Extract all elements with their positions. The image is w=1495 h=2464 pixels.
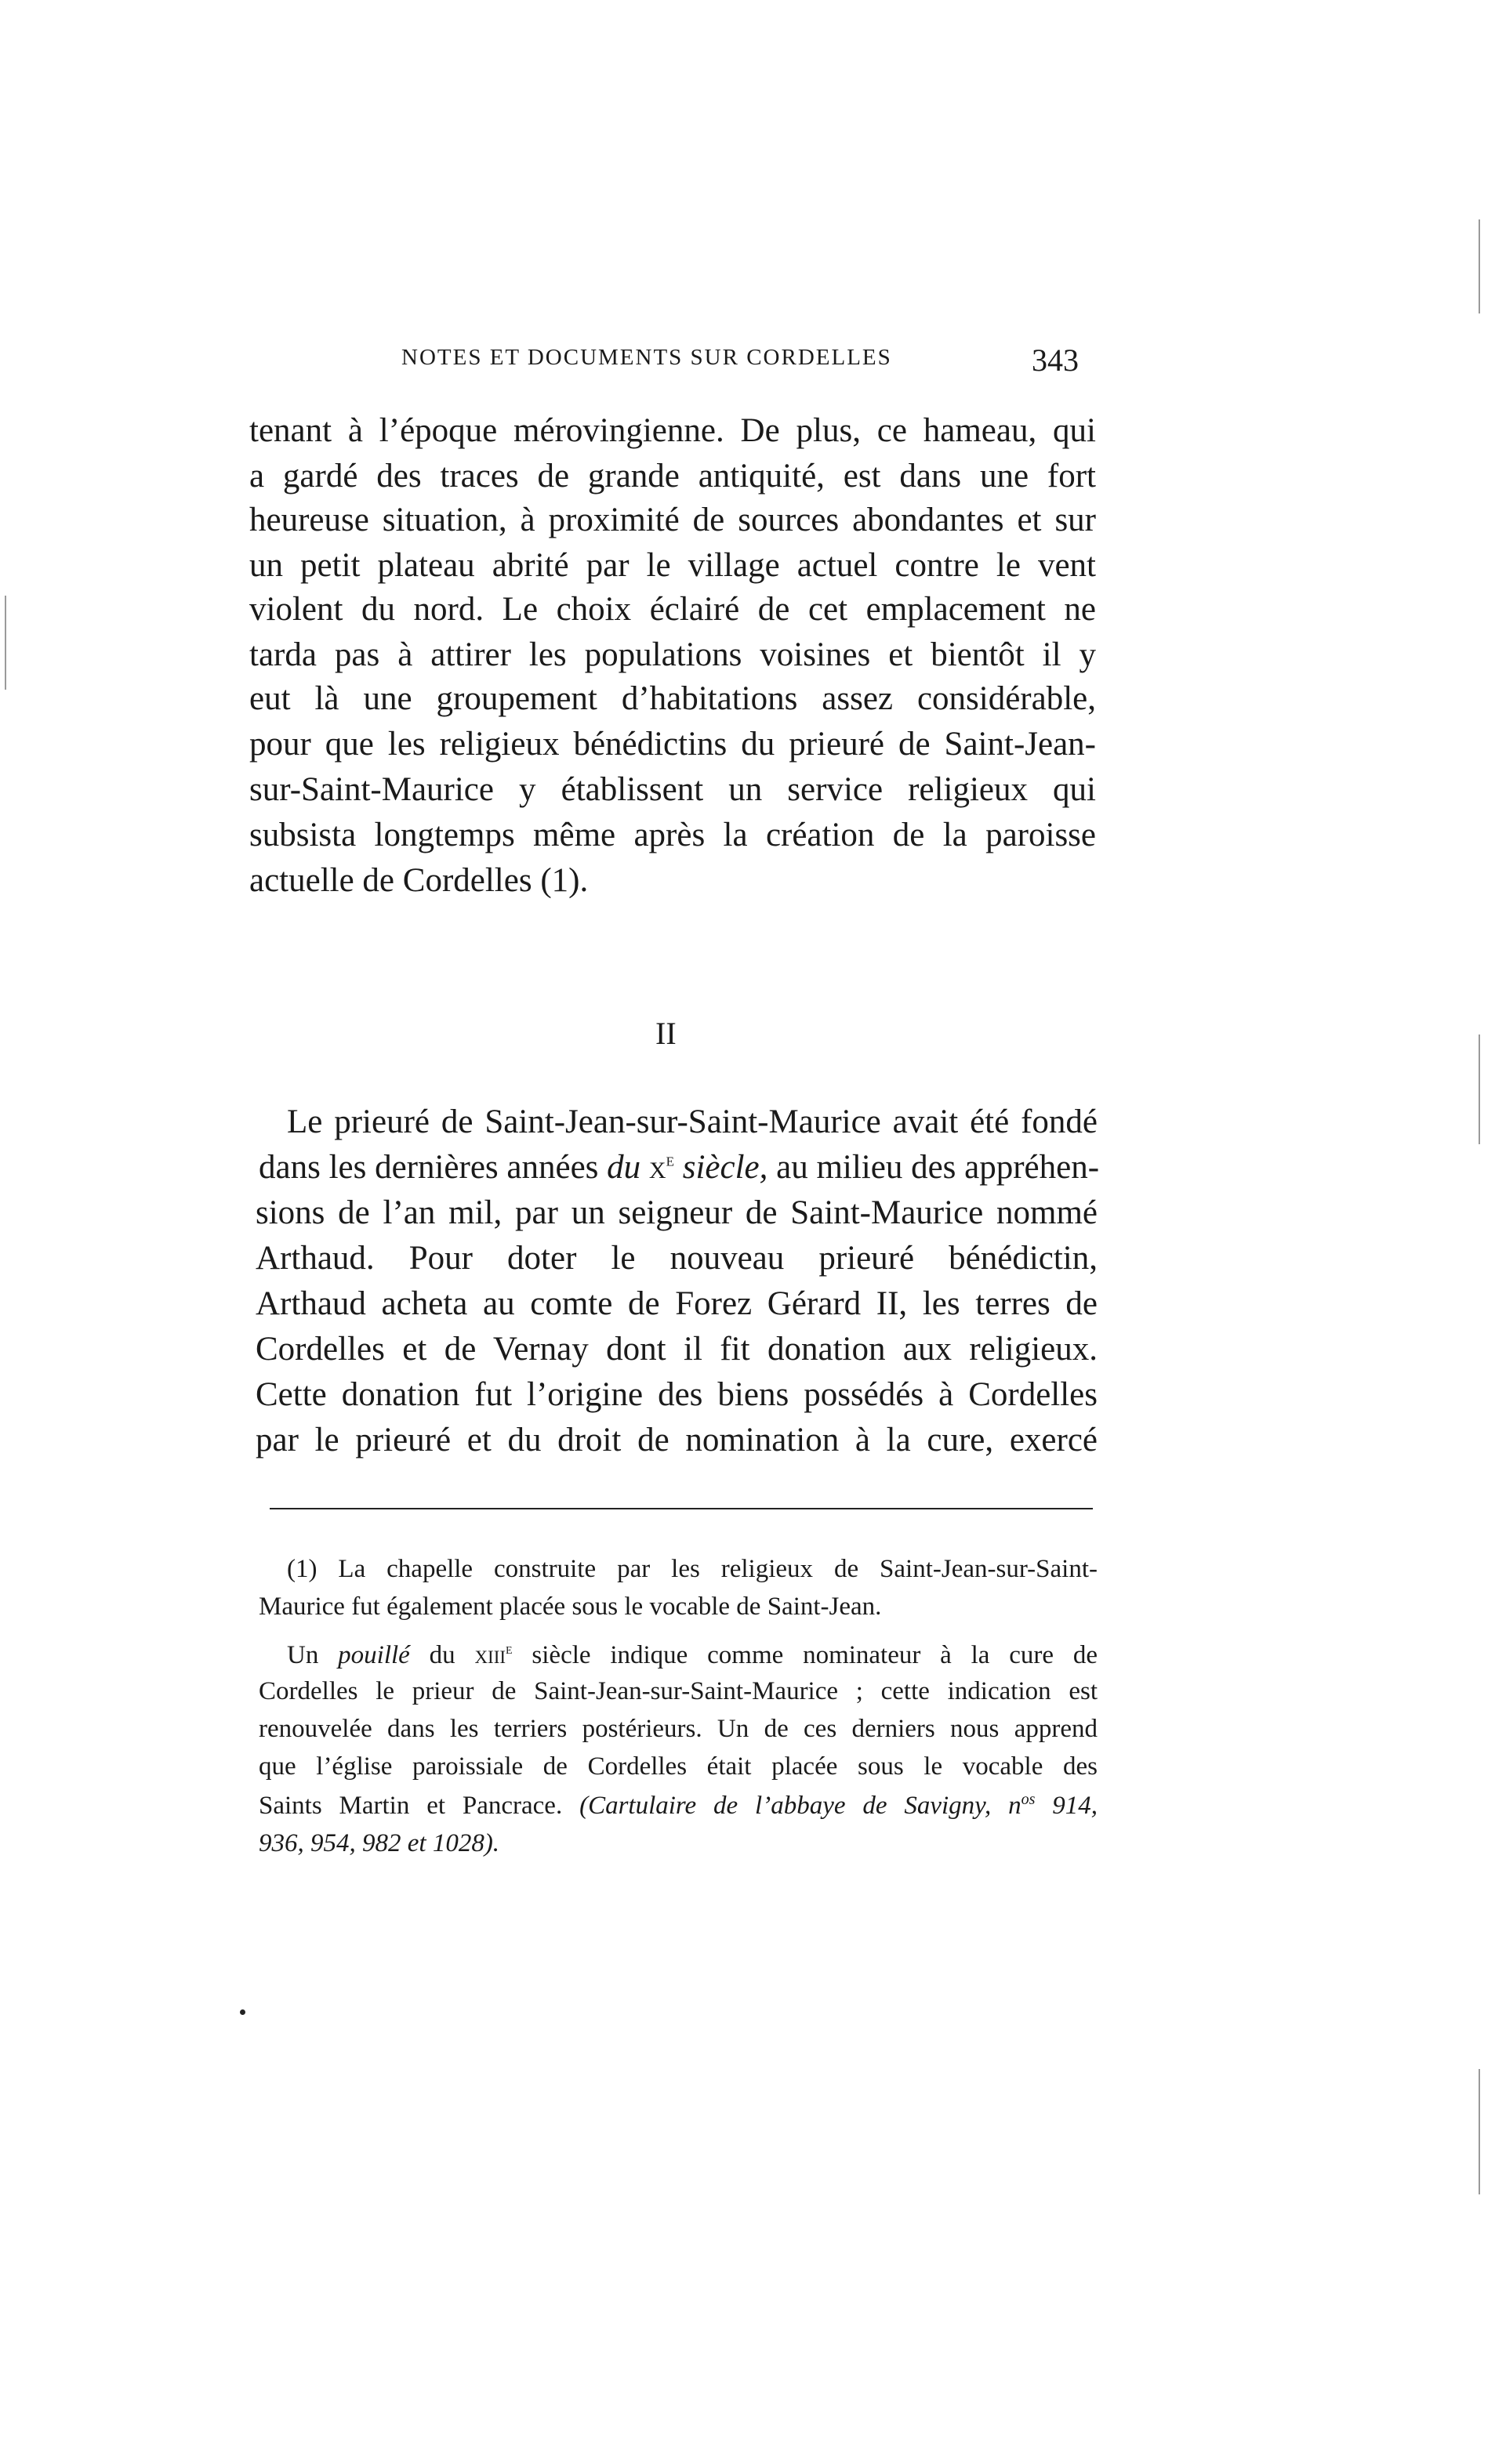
paragraph-2-line: Arthaud. Pour doter le nouveau prieuré bénédictin, bbox=[256, 1240, 1098, 1277]
paragraph-2-line: sions de l’an mil, par un seigneur de Saint-Maurice nommé bbox=[256, 1194, 1098, 1231]
paragraph-1-line: un petit plateau abrité par le village actuel contre le vent bbox=[249, 547, 1096, 584]
footnote-line: renouvelée dans les terriers postérieurs. Un de ces derniers nous apprend bbox=[259, 1715, 1098, 1743]
century-numeral bbox=[649, 1149, 674, 1186]
section-number: II bbox=[655, 1016, 677, 1051]
paragraph-1-line: violent du nord. Le choix éclairé de cet emplacement ne bbox=[249, 591, 1096, 628]
footnote-line: Maurice fut également placée sous le vocable de Saint-Jean. bbox=[259, 1593, 882, 1621]
century-numeral bbox=[474, 1641, 512, 1669]
italic-run: pouillé bbox=[338, 1641, 410, 1669]
superscript: os bbox=[1021, 1791, 1036, 1808]
number-abbrev: n bbox=[1008, 1792, 1021, 1820]
paragraph-2-line: Cette donation fut l’origine des biens possédés à Cordelles bbox=[256, 1376, 1098, 1413]
running-head: NOTES ET DOCUMENTS SUR CORDELLES bbox=[401, 345, 892, 370]
text-run: au milieu des appréhen- bbox=[776, 1149, 1100, 1186]
paragraph-1-line: actuelle de Cordelles (1). bbox=[249, 862, 589, 899]
italic-run: 914, bbox=[1052, 1792, 1098, 1820]
superscript: e bbox=[506, 1640, 513, 1658]
text-run: du bbox=[429, 1641, 455, 1669]
scan-edge-mark bbox=[1479, 219, 1480, 313]
footnote-line bbox=[287, 1641, 1098, 1669]
text-run: dans les dernières années bbox=[259, 1149, 599, 1186]
text-run: Un bbox=[287, 1641, 319, 1669]
paragraph-2-line: Le prieuré de Saint-Jean-sur-Saint-Maurice avait été fondé bbox=[287, 1103, 1098, 1140]
text-run: Saints Martin et Pancrace. bbox=[259, 1792, 563, 1820]
italic-run: du bbox=[607, 1149, 641, 1186]
roman-numeral: xiii bbox=[474, 1641, 506, 1669]
page-number: 343 bbox=[1032, 342, 1079, 378]
scan-edge-mark bbox=[5, 596, 6, 690]
scan-edge-mark bbox=[1479, 2069, 1480, 2194]
paragraph-2-line: Cordelles et de Vernay dont il fit donation aux religieux. bbox=[256, 1331, 1098, 1368]
italic-run: siècle, bbox=[682, 1149, 768, 1186]
paragraph-1-line: subsista longtemps même après la création de la paroisse bbox=[249, 817, 1096, 853]
paragraph-2-line: par le prieuré et du droit de nomination à la cure, exercé bbox=[256, 1422, 1098, 1458]
paragraph-1-line: eut là une groupement d’habitations assez considérable, bbox=[249, 680, 1096, 717]
paragraph-1-line: heureuse situation, à proximité de sources abondantes et sur bbox=[249, 502, 1096, 538]
roman-numeral: x bbox=[648, 1149, 666, 1186]
text-run: siècle indique comme nominateur à la cure de bbox=[532, 1641, 1098, 1669]
scan-edge-mark bbox=[1479, 1035, 1480, 1144]
footnote-rule bbox=[270, 1508, 1093, 1509]
paragraph-1-line: tenant à l’époque mérovingienne. De plus, ce hameau, qui bbox=[249, 412, 1096, 449]
footnote-line: que l’église paroissiale de Cordelles était placée sous le vocable des bbox=[259, 1752, 1098, 1781]
footnote-line bbox=[259, 1792, 1098, 1819]
italic-run: (Cartulaire de l’abbaye de Savigny, bbox=[579, 1792, 992, 1820]
paragraph-1-line: tarda pas à attirer les populations voisines et bientôt il y bbox=[249, 636, 1096, 673]
paragraph-1-line: pour que les religieux bénédictins du prieuré de Saint-Jean- bbox=[249, 726, 1096, 763]
ink-speck bbox=[240, 2009, 245, 2015]
paragraph-2-line bbox=[259, 1150, 1098, 1184]
paragraph-1-line: a gardé des traces de grande antiquité, est dans une fort bbox=[249, 458, 1096, 495]
superscript: e bbox=[666, 1150, 674, 1171]
paragraph-2-line: Arthaud acheta au comte de Forez Gérard II, les terres de bbox=[256, 1285, 1098, 1322]
paragraph-1-line: sur-Saint-Maurice y établissent un service religieux qui bbox=[249, 771, 1096, 808]
footnote-line: 936, 954, 982 et 1028). bbox=[259, 1829, 500, 1857]
footnote-line: (1) La chapelle construite par les religieux de Saint-Jean-sur-Saint- bbox=[287, 1555, 1098, 1583]
footnote-line: Cordelles le prieur de Saint-Jean-sur-Saint-Maurice ; cette indication est bbox=[259, 1677, 1098, 1705]
italic-run bbox=[1008, 1792, 1035, 1820]
